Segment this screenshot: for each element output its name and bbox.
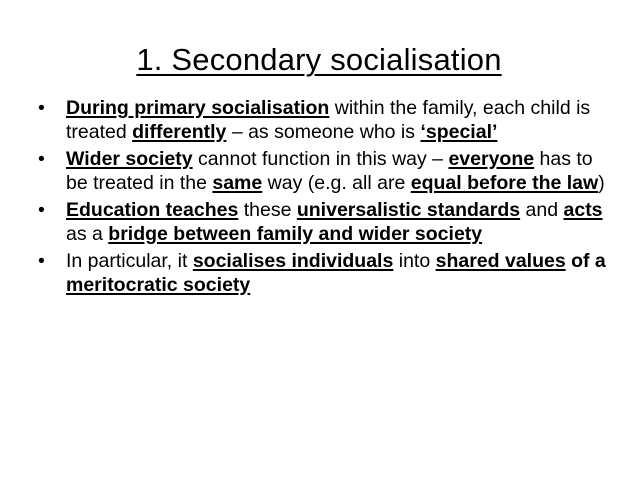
emphasized-text: universalistic standards	[296, 199, 521, 221]
bullet-text: as a	[66, 223, 109, 245]
bullet-list	[36, 96, 611, 300]
emphasized-text: ‘special’	[420, 121, 498, 143]
emphasized-text: socialises individuals	[192, 250, 394, 272]
emphasized-text: everyone	[448, 148, 535, 170]
bullet-marker: •	[38, 148, 45, 170]
bullet-text: into	[393, 250, 436, 272]
bullet-marker: •	[38, 97, 45, 119]
bullet-text: within the family, each child is treated	[66, 97, 591, 143]
emphasized-text: Wider society	[66, 148, 193, 170]
bullet-text: these	[238, 199, 297, 221]
slide-title: 1. Secondary socialisation	[136, 42, 502, 77]
bullet-marker: •	[38, 250, 45, 272]
emphasized-text: Education teaches	[66, 199, 239, 221]
emphasized-text: bridge between family and wider society	[108, 223, 483, 245]
bullet-item	[36, 147, 611, 195]
emphasized-text: acts	[563, 199, 603, 221]
emphasized-text: equal before the law	[410, 172, 599, 194]
bullet-text: )	[598, 172, 605, 194]
emphasized-text: shared values	[435, 250, 566, 272]
emphasized-text: differently	[132, 121, 227, 143]
bullet-item	[36, 96, 611, 144]
bullet-item	[36, 198, 611, 246]
emphasized-text: of a	[571, 250, 606, 272]
bullet-item	[36, 249, 611, 297]
emphasized-text: same	[212, 172, 263, 194]
bullet-text: has to be treated in the	[66, 148, 593, 194]
bullet-text: – as someone who is	[226, 121, 421, 143]
bullet-text: cannot function in this way –	[192, 148, 449, 170]
emphasized-text: During primary socialisation	[66, 97, 330, 119]
bullet-text: In particular, it	[66, 250, 193, 272]
bullet-text: and	[520, 199, 564, 221]
bullet-text: way (e.g. all are	[262, 172, 411, 194]
bullet-marker: •	[38, 199, 45, 221]
emphasized-text: meritocratic society	[66, 274, 251, 296]
